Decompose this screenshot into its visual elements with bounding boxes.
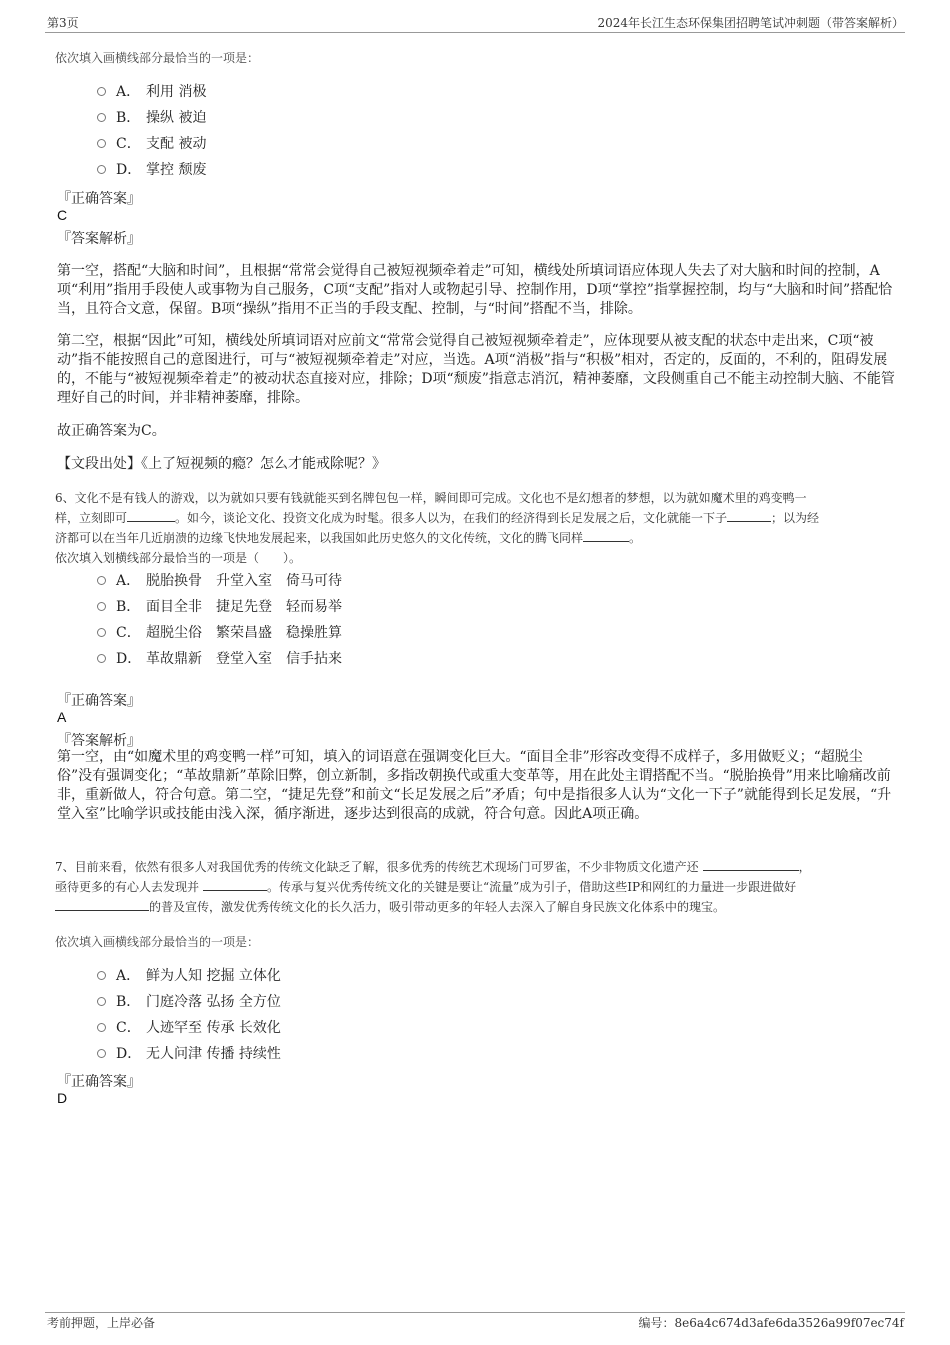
q7-answer: D — [57, 1090, 68, 1106]
q6-answer-label: 『正确答案』 — [57, 693, 141, 709]
q5-analysis-p1: 第一空，搭配“大脑和时间”，且根据“常常会觉得自己被短视频牵着走”可知，横线处所填词语应体现人失去了对大脑和时间的控制，A项“利用”指用手段使人或事物为自己服务，C项“支配”指对人或物起引导、控制作用，D项“掌控”指掌握控制，均与“大脑和时间”搭配恰当，且符合文意，保留。B项“操纵”指用不正当的手段支配、控制，与“时间”搭配不当，排除。 — [57, 263, 893, 317]
q5-options — [97, 80, 206, 180]
radio-icon[interactable] — [97, 654, 106, 663]
radio-icon[interactable] — [97, 1023, 106, 1032]
q5-source: 【文段出处】《上了短视频的瘾？怎么才能戒除呢？》 — [57, 456, 386, 472]
radio-icon[interactable] — [97, 165, 106, 174]
q6-option-a[interactable]: A． 脱胎换骨 升堂入室 倚马可待 — [97, 569, 342, 591]
radio-icon[interactable] — [97, 997, 106, 1006]
q5-conclusion: 故正确答案为C。 — [57, 423, 166, 439]
q5-analysis-p2: 第二空，根据“因此”可知，横线处所填词语对应前文“常常会觉得自己被短视频牵着走”，应体现要从被支配的状态中走出来，C项“被动”指不能按照自己的意图进行，可与“被短视频牵着走”对应，当选。A项“消极”指与“积极”相对，否定的，反面的，不利的，阻碍发展的，不能与“被短视频牵着走”的被动状态直接对应，排除；D项“颓废”指意志消沉，精神萎靡，文段侧重自己不能主动控制大脑、不能管理好自己的时间，并非精神萎靡，排除。 — [57, 333, 895, 406]
footer-divider — [45, 1312, 905, 1313]
document-title: 2024年长江生态环保集团招聘笔试冲刺题（带答案解析） — [597, 16, 904, 30]
radio-icon[interactable] — [97, 971, 106, 980]
radio-icon[interactable] — [97, 576, 106, 585]
answer-blank — [127, 509, 175, 522]
radio-icon[interactable] — [97, 628, 106, 637]
footer-slogan: 考前押题，上岸必备 — [47, 1316, 156, 1330]
q7-option-c[interactable]: C． 人迹罕至 传承 长效化 — [97, 1016, 281, 1038]
q6-analysis-label: 『答案解析』 — [57, 733, 141, 749]
q7-option-d[interactable]: D． 无人问津 传播 持续性 — [97, 1042, 281, 1064]
q5-answer-label: 『正确答案』 — [57, 191, 141, 207]
radio-icon[interactable] — [97, 113, 106, 122]
answer-blank — [203, 878, 267, 891]
q6-prompt: 依次填入划横线部分最恰当的一项是（ ）。 — [55, 551, 302, 565]
radio-icon[interactable] — [97, 1049, 106, 1058]
answer-blank — [727, 509, 771, 522]
q6-options — [97, 569, 342, 669]
radio-icon[interactable] — [97, 139, 106, 148]
header-divider — [45, 32, 905, 33]
q5-answer: C — [57, 207, 68, 223]
radio-icon[interactable] — [97, 87, 106, 96]
answer-blank — [703, 858, 799, 871]
q5-option-b[interactable]: B． 操纵 被迫 — [97, 106, 206, 128]
q7-answer-label: 『正确答案』 — [57, 1074, 141, 1090]
document-id: 编号：8e6a4c674d3afe6da3526a99f07ec74f — [638, 1316, 904, 1330]
q6-option-d[interactable]: D． 革故鼎新 登堂入室 信手拈来 — [97, 647, 342, 669]
q7-option-b[interactable]: B． 门庭冷落 弘扬 全方位 — [97, 990, 281, 1012]
q6-answer: A — [57, 709, 67, 725]
q5-prompt: 依次填入画横线部分最恰当的一项是： — [55, 51, 260, 65]
q5-option-a[interactable]: A． 利用 消极 — [97, 80, 206, 102]
radio-icon[interactable] — [97, 602, 106, 611]
q5-option-d[interactable]: D． 掌控 颓废 — [97, 158, 206, 180]
page-number: 第3页 — [47, 16, 79, 30]
q5-option-c[interactable]: C． 支配 被动 — [97, 132, 206, 154]
q6-stem: 6、文化不是有钱人的游戏，以为就如只要有钱就能买到名牌包包一样，瞬间即可完成。文化也不是幻想者的梦想，以为就如魔术里的鸡变鸭一 样，立刻即可 。如今，谈论文化、投资文化成为时髦。很多人以为，在我们的经济得到长足发展之后，文化就能一下子 ；以为经 济都可以在当年几近崩溃的边缘飞快地发展起来，以我国如此历史悠久的文化传统，文化的腾飞同样 。 依次填入划横线部分最恰当的一项是（ ）。 — [55, 488, 905, 568]
q7-options — [97, 964, 281, 1064]
q7-option-a[interactable]: A． 鲜为人知 挖掘 立体化 — [97, 964, 281, 986]
q6-option-c[interactable]: C． 超脱尘俗 繁荣昌盛 稳操胜算 — [97, 621, 342, 643]
q7-stem: 7、目前来看，依然有很多人对我国优秀的传统文化缺乏了解，很多优秀的传统艺术现场门可罗雀，不少非物质文化遗产还 ， 亟待更多的有心人去发现并 。传承与复兴优秀传统文化的关键是要让“流量”成为引子，借助这些IP和网红的力量进一步跟进做好 的普及宣传，激发优秀传统文化的长久活力，吸引带动更多的年轻人去深入了解自身民族文化体系中的瑰宝。 — [55, 860, 811, 914]
answer-blank — [55, 898, 149, 911]
answer-blank — [583, 529, 629, 542]
q6-analysis: 第一空，由“如魔术里的鸡变鸭一样”可知，填入的词语意在强调变化巨大。“面目全非”形容改变得不成样子，多用做贬义；“超脱尘俗”没有强调变化；“革故鼎新”革除旧弊，创立新制，多指改朝换代或重大变革等，用在此处主谓搭配不当。“脱胎换骨”用来比喻痛改前非，重新做人，符合句意。第二空，“捷足先登”和前文“长足发展之后”矛盾；句中是指很多人认为“文化一下子”就能得到长足发展，“升堂入室”比喻学识或技能由浅入深，循序渐进，逐步达到很高的成就，符合句意。因此A项正确。 — [57, 749, 892, 822]
q5-analysis-label: 『答案解析』 — [57, 231, 141, 247]
q6-option-b[interactable]: B． 面目全非 捷足先登 轻而易举 — [97, 595, 342, 617]
q7-prompt: 依次填入画横线部分最恰当的一项是： — [55, 935, 260, 949]
